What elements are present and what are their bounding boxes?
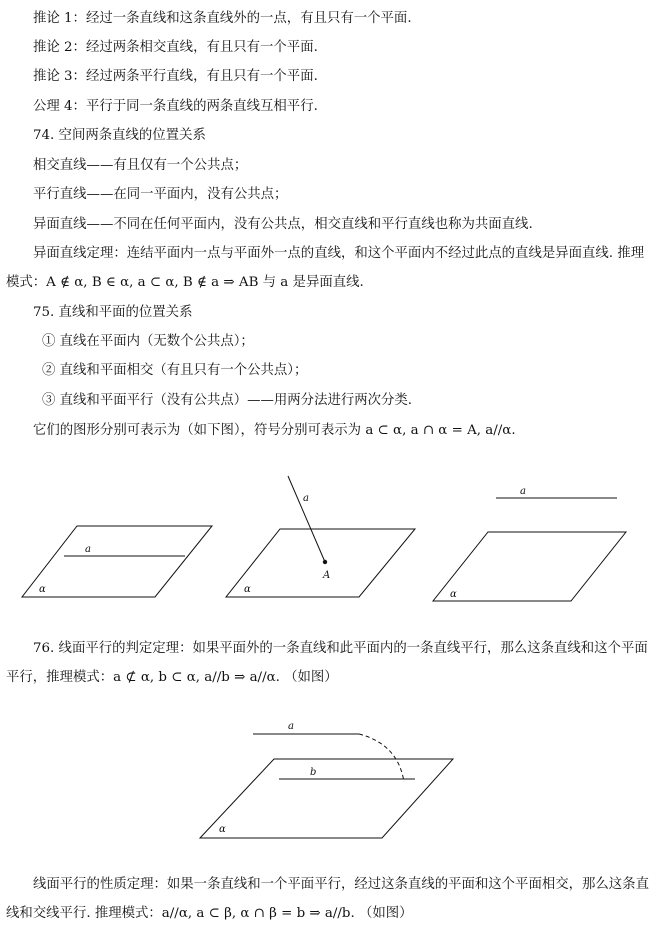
intersection-point bbox=[323, 560, 327, 564]
property-theorem-line-2: 线和交线平行. 推理模式：a//α, a ⊂ β, α ∩ β = b ⇒ a//b. （如图） bbox=[6, 906, 413, 921]
section-76-line-2: 平行，推理模式：a ⊄ α, b ⊂ α, a//b ⇒ a//α. （如图） bbox=[6, 670, 338, 685]
figure-line-in-plane bbox=[22, 526, 212, 597]
fig3-plane-label: α bbox=[450, 589, 457, 600]
fig1-line-label: a bbox=[85, 544, 91, 555]
figures-intro: 它们的图形分别可表示为（如下图），符号分别可表示为 a ⊂ α, a ∩ α = A, a//α. bbox=[33, 423, 516, 438]
section-74-heading: 74. 空间两条直线的位置关系 bbox=[33, 128, 206, 143]
fig3-line-label: a bbox=[520, 486, 526, 497]
dashed-arc bbox=[359, 734, 404, 782]
relation-1: ① 直线在平面内（无数个公共点）； bbox=[42, 334, 254, 349]
relation-2: ② 直线和平面相交（有且只有一个公共点）； bbox=[42, 363, 308, 378]
fig4-line-b-label: b bbox=[310, 767, 317, 778]
plane-parallelogram bbox=[200, 759, 453, 838]
property-theorem-line-1: 线面平行的性质定理：如果一条直线和一个平面平行，经过这条直线的平面和这个平面相交，那么这条直 bbox=[33, 877, 649, 892]
axiom-4: 公理 4：平行于同一条直线的两条直线互相平行. bbox=[33, 99, 318, 114]
fig2-point-label: A bbox=[323, 570, 331, 581]
fig2-line-label: a bbox=[303, 493, 309, 504]
figure-line-parallel-plane bbox=[433, 498, 626, 601]
corollary-1: 推论 1：经过一条直线和这条直线外的一点，有且只有一个平面. bbox=[33, 11, 412, 26]
section-76-line-1: 76. 线面平行的判定定理：如果平面外的一条直线和此平面内的一条直线平行，那么这条直线和这个平面 bbox=[33, 641, 648, 656]
fig4-plane-label: α bbox=[219, 824, 226, 835]
plane-parallelogram bbox=[226, 529, 415, 597]
intersecting-lines-def: 相交直线——有且仅有一个公共点； bbox=[33, 158, 248, 173]
plane-parallelogram bbox=[22, 526, 212, 597]
figure-line-intersects-plane bbox=[226, 476, 415, 597]
figure-line-plane-parallel-criterion bbox=[200, 734, 453, 838]
skew-theorem-line-1: 异面直线定理：连结平面内一点与平面外一点的直线，和这个平面内不经过此点的直线是异面直线. 推理 bbox=[33, 246, 645, 261]
fig1-plane-label: α bbox=[39, 584, 46, 595]
fig2-plane-label: α bbox=[244, 584, 251, 595]
skew-lines-def: 异面直线——不同在任何平面内，没有公共点，相交直线和平行直线也称为共面直线. bbox=[33, 217, 533, 232]
line-a bbox=[288, 476, 325, 562]
fig4-line-a-label: a bbox=[288, 721, 294, 732]
corollary-2: 推论 2：经过两条相交直线，有且只有一个平面. bbox=[33, 40, 318, 55]
corollary-3: 推论 3：经过两条平行直线，有且只有一个平面. bbox=[33, 69, 318, 84]
relation-3: ③ 直线和平面平行（没有公共点）——用两分法进行两次分类. bbox=[42, 393, 413, 408]
plane-parallelogram bbox=[433, 532, 626, 601]
section-75-heading: 75. 直线和平面的位置关系 bbox=[33, 305, 193, 320]
skew-theorem-line-2: 模式：A ∉ α, B ∈ α, a ⊂ α, B ∉ a ⇒ AB 与 a 是异面直线. bbox=[6, 275, 364, 290]
parallel-lines-def: 平行直线——在同一平面内，没有公共点； bbox=[33, 187, 288, 202]
